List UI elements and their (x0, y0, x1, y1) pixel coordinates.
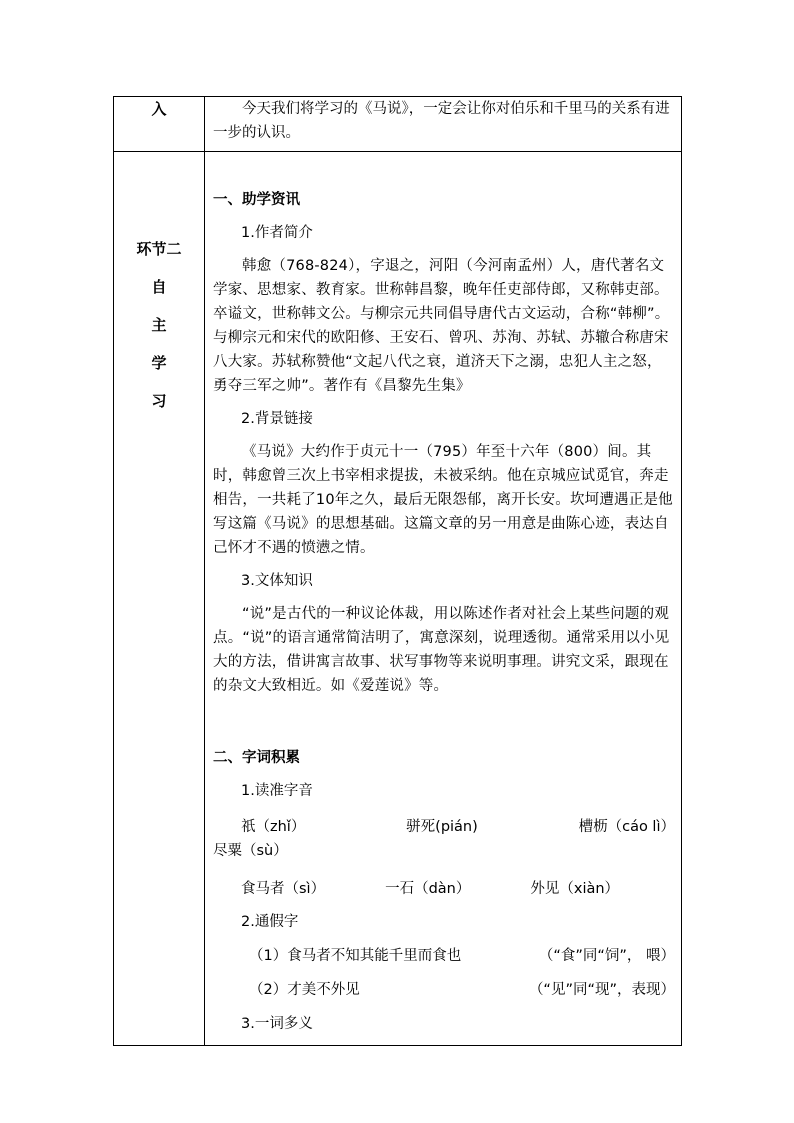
tongjia-sentence: （2）才美不外见 (249, 982, 360, 998)
label-char: 自 (151, 278, 167, 296)
label-char: 学 (151, 354, 167, 372)
pinyin-row-1 (213, 815, 675, 839)
pinyin-item: 骈死(pián) (406, 819, 478, 835)
label-char: 习 (151, 392, 167, 410)
pinyin-item: 食马者（sì） (241, 881, 326, 897)
pinyin-item: 槽枥（cáo lì） (578, 819, 675, 835)
subheading-pronunciation: 1.读准字音 (241, 783, 313, 799)
intro-text: 今天我们将学习的《马说》，一定会让你对伯乐和千里马的关系有进一步的认识。 (213, 101, 670, 141)
background-paragraph: 《马说》大约作于贞元十一（795）年至十六年（800）间。其时，韩愈曾三次上书宰相求提拔，未被采纳。他在京城应试觅官，奔走相告，一共耗了10年之久，最后无限怨郁，离开长安。坎坷遭遇正是他写这篇《马说》的思想基础。这篇文章的另一用意是曲陈心迹，表达自己怀才不遇的愤懑之情。 (213, 444, 673, 556)
genre-paragraph: “说”是古代的一种议论体裁，用以陈述作者对社会上某些问题的观点。“说”的语言通常简洁明了，寓意深刻，说理透彻。通常采用以小见大的方法，借讲寓言故事、状写事物等来说明事理。讲究文采，跟现在的杂文大致相近。如《爱莲说》等。 (213, 606, 670, 694)
pinyin-item: 一石（dàn） (385, 881, 471, 897)
heading-vocab: 二、字词积累 (213, 750, 300, 766)
tongjia-row (213, 978, 675, 1002)
pinyin-item: 祇（zhǐ） (241, 819, 306, 835)
tongjia-note: （“食”同“饲”， 喂） (538, 948, 675, 964)
subheading-tongjia: 2.通假字 (241, 914, 299, 930)
pinyin-item: 外见（xiàn） (530, 881, 620, 897)
self-study-label (114, 152, 204, 420)
pinyin-item: 尽粟（sù） (213, 843, 288, 859)
subheading-background: 2.背景链接 (241, 411, 313, 427)
intro-label-cell (114, 97, 205, 152)
subheading-author: 1.作者简介 (241, 225, 313, 241)
spacer (213, 698, 675, 746)
label-char: 环节二 (136, 240, 182, 258)
self-study-content (205, 152, 681, 1036)
heading-info: 一、助学资讯 (213, 192, 300, 208)
label-char: 主 (151, 316, 167, 334)
pinyin-row-2 (213, 877, 675, 901)
self-study-row (114, 152, 682, 1046)
self-study-label-cell (114, 152, 205, 1046)
lesson-table (113, 96, 682, 1046)
tongjia-row (213, 944, 675, 968)
subheading-polysemy: 3.一词多义 (241, 1016, 313, 1032)
tongjia-sentence: （1）食马者不知其能千里而食也 (249, 948, 462, 964)
subheading-genre: 3.文体知识 (241, 573, 313, 589)
tongjia-note: （“见”同“现”，表现） (528, 982, 675, 998)
intro-text-cell (205, 97, 682, 152)
intro-row (114, 97, 682, 152)
self-study-content-cell (205, 152, 682, 1046)
intro-label: 入 (151, 100, 167, 118)
author-paragraph: 韩愈（768-824），字退之，河阳（今河南孟州）人，唐代著名文学家、思想家、教育家。世称韩昌黎，晚年任吏部侍郎，又称韩吏部。卒谥文，世称韩文公。与柳宗元共同倡导唐代古文运动，合称“韩柳”。与柳宗元和宋代的欧阳修、王安石、曾巩、苏洵、苏轼、苏辙合称唐宋八大家。苏轼称赞他“文起八代之衰，道济天下之溺，忠犯人主之怒，勇夺三军之帅”。著作有《昌黎先生集》 (213, 258, 670, 394)
